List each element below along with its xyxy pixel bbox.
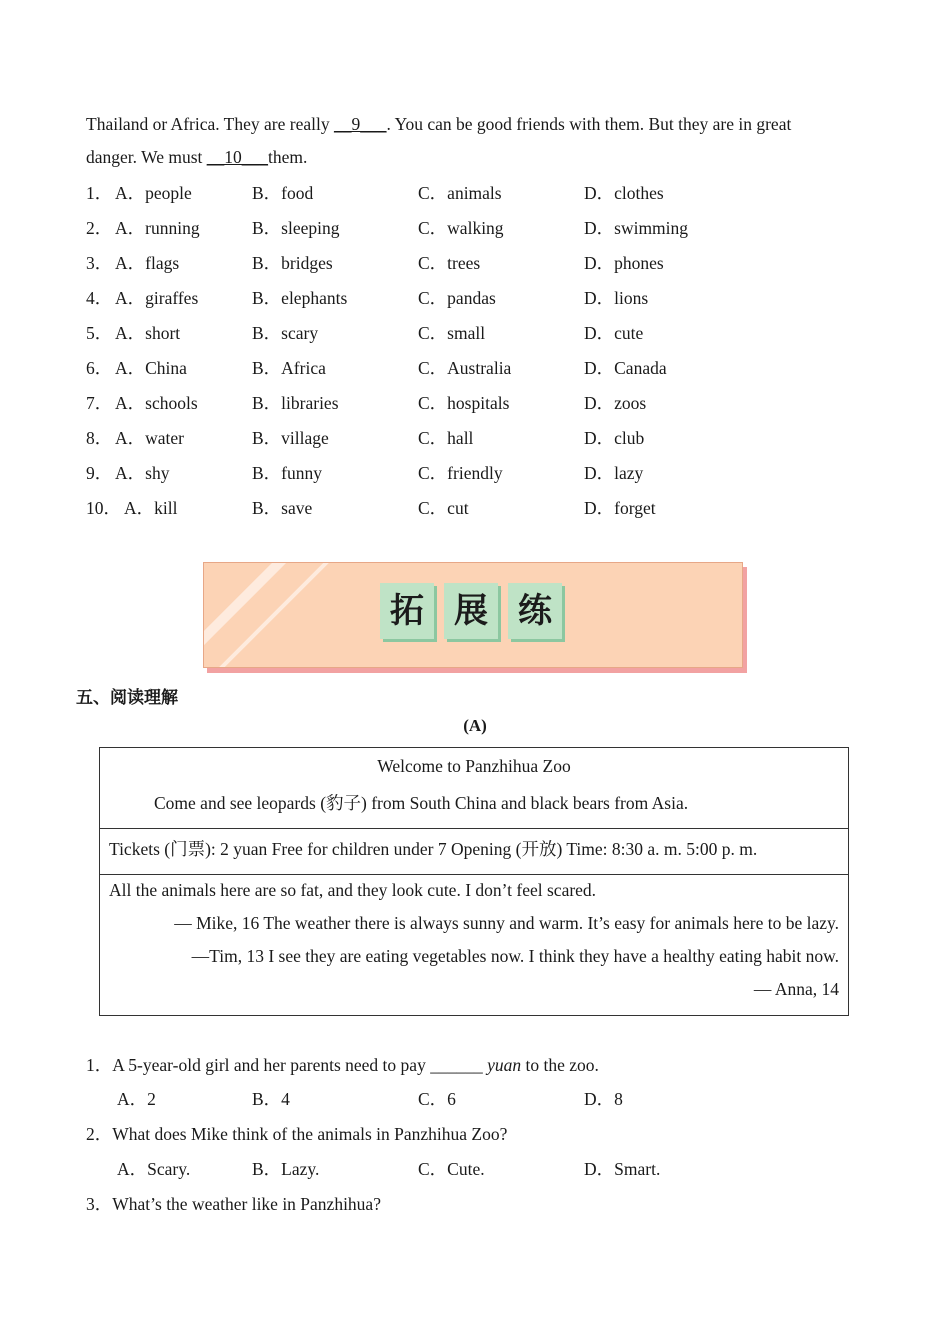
option-b: B．save xyxy=(252,498,313,518)
banner-shine xyxy=(203,562,321,655)
option-c: C．animals xyxy=(418,183,502,203)
question-number: 7． xyxy=(86,393,113,413)
option-b: B．sleeping xyxy=(252,218,340,238)
option-a: A．2 xyxy=(117,1089,156,1109)
zoo-notice-box xyxy=(99,747,849,1016)
comment-line: — Anna, 14 xyxy=(753,979,839,999)
question-number: 8． xyxy=(86,428,113,448)
option-c: C．Cute. xyxy=(418,1159,485,1179)
question-3: 3．What’s the weather like in Panzhihua? xyxy=(86,1194,381,1214)
option-a: A．running xyxy=(115,218,200,238)
banner-char: 练 xyxy=(508,583,562,639)
question-number: 4． xyxy=(86,288,113,308)
option-row xyxy=(86,180,886,215)
option-d: D．forget xyxy=(584,498,656,518)
option-d: D．lions xyxy=(584,288,649,308)
passage-text: danger. We must xyxy=(86,147,207,167)
option-a: A．people xyxy=(115,183,192,203)
option-b: B．funny xyxy=(252,463,322,483)
option-c: C．pandas xyxy=(418,288,496,308)
passage-line-1 xyxy=(86,108,791,141)
option-a: A．China xyxy=(115,358,187,378)
option-row xyxy=(86,390,886,425)
option-c: C．trees xyxy=(418,253,481,273)
blank-10: __10___ xyxy=(206,147,268,167)
option-d: D．cute xyxy=(584,323,644,343)
option-d: D．zoos xyxy=(584,393,647,413)
comment-line: All the animals here are so fat, and they look cute. I don’t feel scared. xyxy=(109,880,597,900)
option-a: A．schools xyxy=(115,393,198,413)
question-text: to the zoo. xyxy=(521,1055,599,1075)
comment-line: —Tim, 13 I see they are eating vegetables now. I think they have a healthy eating habit now. xyxy=(191,946,839,966)
banner-char: 展 xyxy=(444,583,498,639)
option-c: C．hall xyxy=(418,428,474,448)
question-number: 5． xyxy=(86,323,113,343)
notice-header xyxy=(100,748,848,829)
option-d: D．club xyxy=(584,428,645,448)
question-text: yuan xyxy=(487,1055,522,1075)
question-2: 2．What does Mike think of the animals in Panzhihua Zoo? xyxy=(86,1124,508,1144)
banner-char: 拓 xyxy=(380,583,434,639)
option-b: B．food xyxy=(252,183,314,203)
option-d: D．lazy xyxy=(584,463,644,483)
notice-intro: Come and see leopards (豹子) from South China and black bears from Asia. xyxy=(154,793,689,813)
option-d: D．clothes xyxy=(584,183,664,203)
notice-tickets xyxy=(100,828,848,875)
extension-practice-banner xyxy=(203,562,743,668)
question-number: 9． xyxy=(86,463,113,483)
option-row xyxy=(86,460,886,495)
notice-comments xyxy=(100,874,848,1014)
option-d: D．8 xyxy=(584,1089,623,1109)
option-a: A．flags xyxy=(115,253,180,273)
option-c: C．Australia xyxy=(418,358,512,378)
option-c: C．cut xyxy=(418,498,469,518)
comment-line: — Mike, 16 The weather there is always sunny and warm. It’s easy for animals here to be lazy. xyxy=(174,913,839,933)
option-b: B．scary xyxy=(252,323,319,343)
passage-text: Thailand or Africa. They are really xyxy=(86,114,334,134)
question-number: 3． xyxy=(86,253,113,273)
question-number: 2． xyxy=(86,218,113,238)
notice-title: Welcome to Panzhihua Zoo xyxy=(377,756,571,776)
option-d: D．swimming xyxy=(584,218,689,238)
option-a: A．short xyxy=(115,323,181,343)
option-c: C．hospitals xyxy=(418,393,510,413)
option-d: D．phones xyxy=(584,253,664,273)
question-text: 1．A 5-year-old girl and her parents need to pay ______ xyxy=(86,1055,488,1075)
option-c: C．small xyxy=(418,323,486,343)
option-a: A．giraffes xyxy=(115,288,199,308)
passage-line-2 xyxy=(86,141,307,174)
option-d: D．Smart. xyxy=(584,1159,661,1179)
question-2-options xyxy=(117,1156,817,1191)
option-c: C．6 xyxy=(418,1089,456,1109)
option-row xyxy=(86,355,886,390)
option-row xyxy=(86,285,886,320)
option-c: C．friendly xyxy=(418,463,503,483)
option-b: B．bridges xyxy=(252,253,333,273)
option-b: B．elephants xyxy=(252,288,348,308)
option-a: A．water xyxy=(115,428,185,448)
option-row xyxy=(86,215,886,250)
option-b: B．Lazy. xyxy=(252,1159,320,1179)
question-1-options xyxy=(117,1086,817,1121)
passage-label: (A) xyxy=(463,716,487,735)
option-a: A．kill xyxy=(124,498,178,518)
option-c: C．walking xyxy=(418,218,504,238)
passage-text: them. xyxy=(268,147,308,167)
option-d: D．Canada xyxy=(584,358,667,378)
section-title: 五、阅读理解 xyxy=(76,688,178,708)
option-a: A．shy xyxy=(115,463,170,483)
question-number: 6． xyxy=(86,358,113,378)
option-a: A．Scary. xyxy=(117,1159,191,1179)
option-row xyxy=(86,425,886,460)
option-b: B．4 xyxy=(252,1089,290,1109)
tickets-info: Tickets (门票): 2 yuan Free for children under 7 Opening (开放) Time: 8:30 a. m. 5:00 p. m. xyxy=(109,839,758,859)
question-number: 10． xyxy=(86,498,121,518)
passage-text: . You can be good friends with them. But they are in great xyxy=(386,114,792,134)
option-b: B．libraries xyxy=(252,393,339,413)
option-b: B．village xyxy=(252,428,329,448)
option-b: B．Africa xyxy=(252,358,326,378)
question-1 xyxy=(86,1052,599,1077)
blank-9: __9___ xyxy=(333,114,387,134)
option-row xyxy=(86,250,886,285)
option-row xyxy=(86,320,886,355)
question-number: 1． xyxy=(86,183,113,203)
option-row xyxy=(86,495,886,530)
